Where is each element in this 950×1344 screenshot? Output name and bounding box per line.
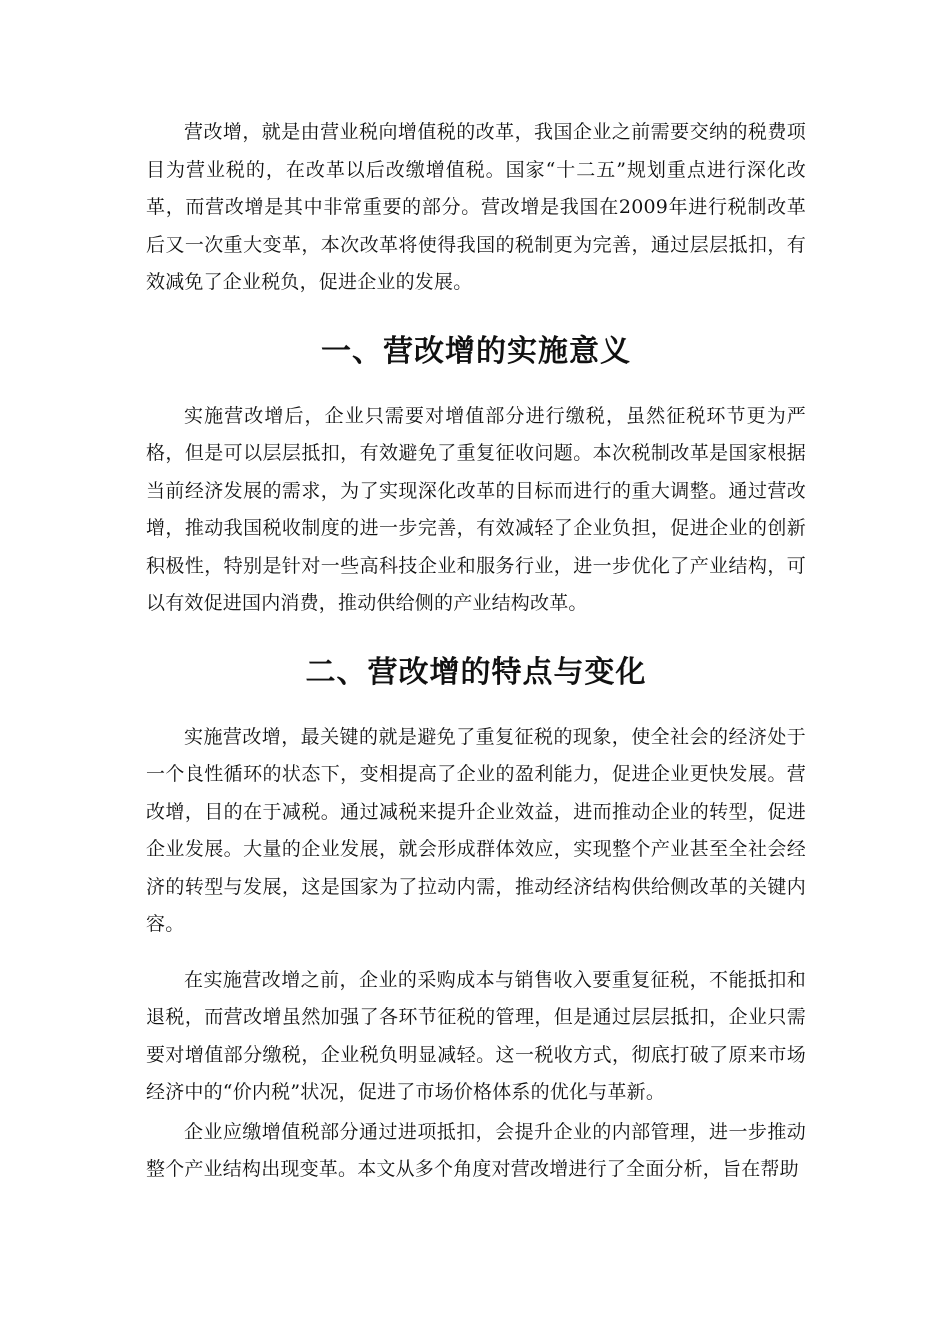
section1-paragraph: 实施营改增后，企业只需要对增值部分进行缴税，虽然征税环节更为严格，但是可以层层抵扣，有效避免了重复征收问题。本次税制改革是国家根据当前经济发展的需求，为了实现深化改革的目标而进行的重大调整。通过营改增，推动我国税收制度的进一步完善，有效减轻了企业负担，促进企业的创新积极性，特别是针对一些高科技企业和服务行业，进一步优化了产业结构，可以有效促进国内消费，推动供给侧的产业结构改革。 (146, 404, 806, 614)
section2-paragraph-2: 在实施营改增之前，企业的采购成本与销售收入要重复征税，不能抵扣和退税，而营改增虽然加强了各环节征税的管理，但是通过层层抵扣，企业只需要对增值部分缴税，企业税负明显减轻。这一税收方式，彻底打破了原来市场经济中的“价内税”状况，促进了市场价格体系的优化与革新。 (146, 968, 806, 1103)
section1-heading: 一、营改增的实施意义 (321, 333, 631, 369)
document-body (146, 114, 806, 1189)
section2-paragraph-3: 企业应缴增值税部分通过进项抵扣，会提升企业的内部管理，进一步推动整个产业结构出现变革。本文从多个角度对营改增进行了全面分析，旨在帮助 (146, 1120, 806, 1180)
section2-paragraph-1: 实施营改增，最关键的就是避免了重复征税的现象，使全社会的经济处于一个良性循环的状态下，变相提高了企业的盈利能力，促进企业更快发展。营改增，目的在于减税。通过减税来提升企业效益，进而推动企业的转型，促进企业发展。大量的企业发展，就会形成群体效应，实现整个产业甚至全社会经济的转型与发展，这是国家为了拉动内需，推动经济结构供给侧改革的关键内容。 (146, 725, 806, 935)
section2-heading: 二、营改增的特点与变化 (305, 654, 647, 690)
intro-paragraph: 营改增，就是由营业税向增值税的改革，我国企业之前需要交纳的税费项目为营业税的，在改革以后改缴增值税。国家“十二五”规划重点进行深化改革，而营改增是其中非常重要的部分。营改增是我国在2009年进行税制改革后又一次重大变革，本次改革将使得我国的税制更为完善，通过层层抵扣，有效减免了企业税负，促进企业的发展。 (146, 121, 806, 293)
